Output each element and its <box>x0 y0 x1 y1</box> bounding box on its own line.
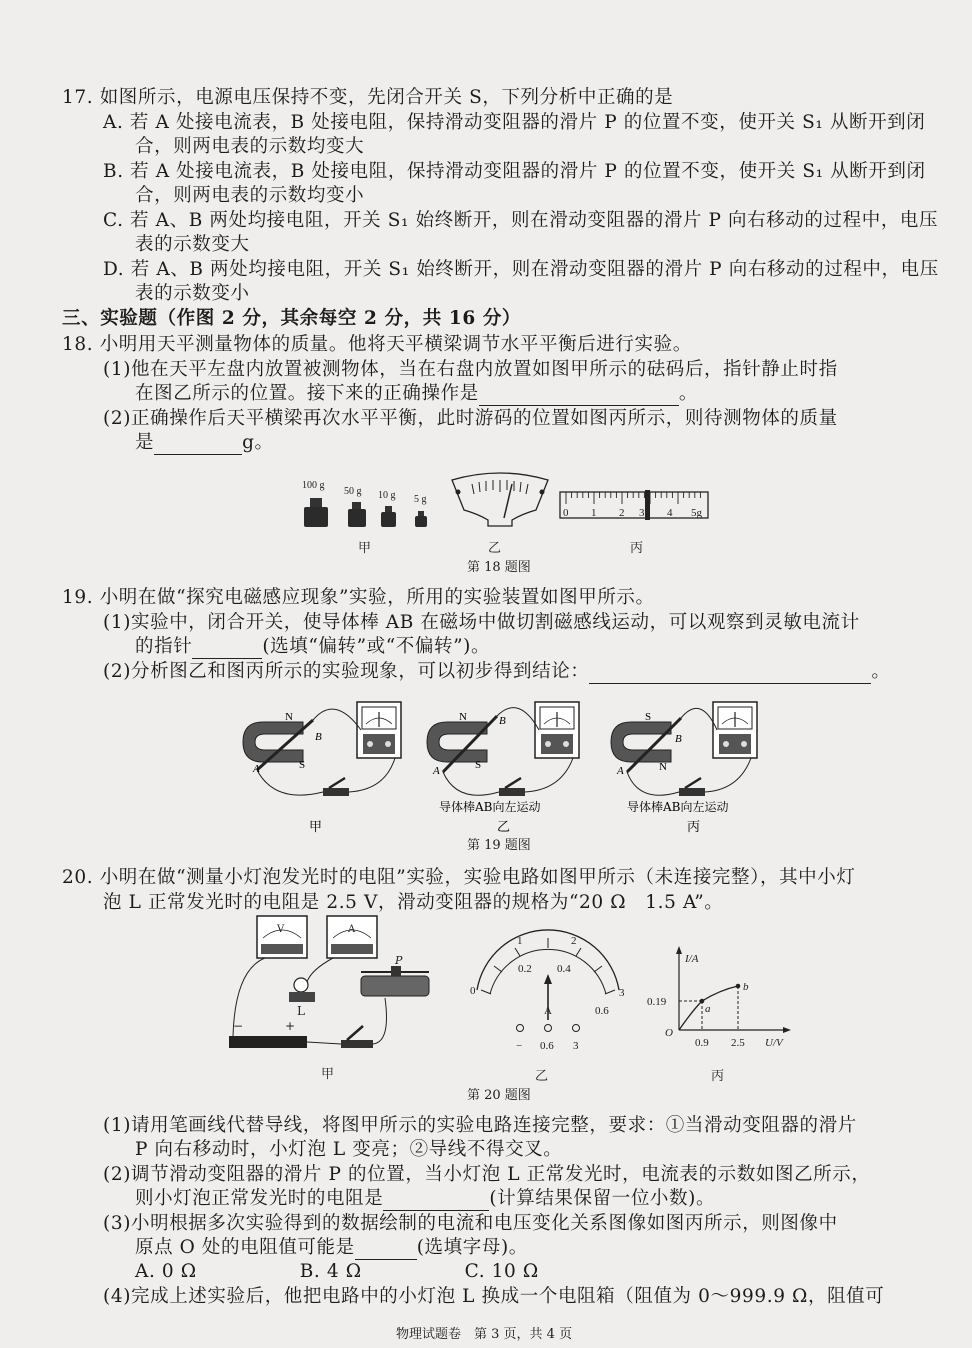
q19-label-bing: 丙 <box>687 820 701 835</box>
dial-top-1: 1 <box>517 935 523 947</box>
q17-option-d-cont: 表的示数变小 <box>135 283 250 304</box>
weight-100g-knob <box>310 498 322 507</box>
rider-tick-3: 3 <box>639 507 645 519</box>
pole-top-bing: S <box>645 711 652 723</box>
end-a-bing: A <box>617 765 624 777</box>
graph-xlabel: U/V <box>765 1037 783 1049</box>
weight-50g-knob <box>352 502 361 509</box>
q20-part1-cont: P 向右移动时，小灯泡 L 变亮；②导线不得交叉。 <box>135 1139 563 1160</box>
pole-bottom-bing: N <box>659 761 667 773</box>
q20-figure <box>215 910 815 1090</box>
q18-label-bing: 丙 <box>630 541 644 556</box>
point-a-label: a <box>705 1003 711 1015</box>
rider-scale-figure <box>560 490 708 520</box>
induction-setup-bing <box>611 702 757 835</box>
q20-part3-tail: (选填字母)。 <box>416 1237 528 1258</box>
q20-label-yi: 乙 <box>535 1069 549 1084</box>
q20-options <box>135 1260 539 1284</box>
graph-y-tick-019: 0.19 <box>647 996 667 1008</box>
iu-graph-bing <box>647 946 791 1084</box>
weight-label-50g: 50 g <box>344 486 362 497</box>
rider-tick-5: 5g <box>691 507 702 519</box>
ammeter-unit: A <box>544 1005 552 1017</box>
q18-part1-cont <box>135 382 698 406</box>
point-b <box>736 984 741 989</box>
q17-option-b: B. 若 A 处接电流表，B 处接电阻，保持滑动变阻器的滑片 P 的位置不变，使开关 S₁ 从断开到闭 <box>103 161 926 182</box>
q20-stem-cont: 泡 L 正常发光时的电阻是 2.5 V，滑动变阻器的规格为“20 Ω 1.5 A”。 <box>103 892 724 913</box>
q18-answer-blank-1[interactable] <box>479 385 679 406</box>
rider-tick-2: 2 <box>619 507 625 519</box>
weight-label-100g: 100 g <box>302 480 325 491</box>
q20-part4: (4)完成上述实验后，他把电路中的小灯泡 L 换成一个电阻箱（阻值为 0～999.9 Ω，阻值可 <box>103 1286 885 1307</box>
q19-part1: (1)实验中，闭合开关，使导体棒 AB 在磁场中做切割磁感线运动，可以观察到灵敏电流计 <box>103 612 860 633</box>
weight-5g <box>415 516 427 527</box>
q20-part2: (2)调节滑动变阻器的滑片 P 的位置，当小灯泡 L 正常发光时，电流表的示数如图乙所示， <box>103 1164 871 1185</box>
pole-top-yi: N <box>459 711 467 723</box>
rider <box>645 490 650 520</box>
q20-part1: (1)请用笔画线代替导线，将图甲所示的实验电路连接完整，要求：①当滑动变阻器的滑片 <box>103 1115 857 1136</box>
q20-option-a: A. 0 Ω <box>135 1261 197 1282</box>
dial-inner-04: 0.4 <box>557 963 571 975</box>
graph-x-tick-25: 2.5 <box>731 1037 745 1049</box>
dial-inner-02: 0.2 <box>518 963 532 975</box>
section-heading: 三、实验题（作图 2 分，其余每空 2 分，共 16 分） <box>62 308 522 329</box>
svg-text:A: A <box>348 924 356 935</box>
battery <box>229 1036 307 1048</box>
end-a-jia: A <box>253 763 260 775</box>
point-b-label: b <box>743 981 749 993</box>
q18-label-yi: 乙 <box>488 541 502 556</box>
weights-figure <box>302 480 427 527</box>
q17-option-a: A. 若 A 处接电流表，B 处接电阻，保持滑动变阻器的滑片 P 的位置不变，使开关 S₁ 从断开到闭 <box>103 112 926 133</box>
q18-part1-end: 。 <box>678 383 698 404</box>
weight-50g <box>348 509 366 527</box>
q17-stem: 17. 如图所示，电源电压保持不变，先闭合开关 S，下列分析中正确的是 <box>62 87 674 108</box>
q20-part2-tail: (计算结果保留一位小数)。 <box>489 1188 716 1209</box>
svg-text:V: V <box>277 924 285 935</box>
rider-scale-ticks <box>566 492 700 504</box>
pole-top-jia: N <box>285 711 293 723</box>
q20-stem: 20. 小明在做“测量小灯泡发光时的电阻”实验，实验电路如图甲所示（未连接完整），其中小灯 <box>62 867 856 888</box>
end-b-yi: B <box>499 715 506 727</box>
q19-stem: 19. 小明在做“探究电磁感应现象”实验，所用的实验装置如图甲所示。 <box>62 587 655 608</box>
balance-pointer <box>504 484 512 518</box>
end-b-bing: B <box>675 733 682 745</box>
dial-top-2: 2 <box>571 935 577 947</box>
q19-part1-text: 的指针 <box>135 636 193 657</box>
induction-setup-jia <box>243 702 401 835</box>
q18-caption: 第 18 题图 <box>467 560 531 575</box>
page-footer: 物理试题卷 第 3 页，共 4 页 <box>396 1327 573 1342</box>
q18-part2-cont <box>135 431 274 455</box>
graph-origin: O <box>665 1027 673 1039</box>
q20-option-c: C. 10 Ω <box>464 1261 539 1282</box>
q19-part2-end: 。 <box>871 661 891 682</box>
weight-10g-knob <box>385 506 392 512</box>
dial-ticks <box>472 480 528 494</box>
rider-scale-bar <box>560 492 708 518</box>
q20-option-b: B. 4 Ω <box>299 1261 362 1282</box>
rider-tick-1: 1 <box>591 507 597 519</box>
q20-answer-blank-3[interactable] <box>355 1239 417 1260</box>
q19-sub-bing: 导体棒AB向左运动 <box>627 800 729 814</box>
pole-bottom-yi: S <box>475 759 482 771</box>
q20-part2-cont <box>135 1187 715 1211</box>
graph-x-tick-09: 0.9 <box>695 1037 709 1049</box>
q20-part2-text: 则小灯泡正常发光时的电阻是 <box>135 1188 384 1209</box>
q19-part2-text: (2)分析图乙和图丙所示的实验现象，可以初步得到结论： <box>103 661 590 682</box>
q18-answer-blank-2[interactable] <box>154 434 242 455</box>
q18-stem: 18. 小明用天平测量物体的质量。他将天平横梁调节水平平衡后进行实验。 <box>62 334 692 355</box>
weight-label-5g: 5 g <box>414 494 427 505</box>
q19-answer-blank-2[interactable] <box>589 663 871 684</box>
q18-part2-text: 是 <box>135 432 155 453</box>
q20-part3-cont <box>135 1236 528 1260</box>
q19-part1-tail: (选填“偏转”或“不偏转”)。 <box>262 636 491 657</box>
q18-part1-text: 在图乙所示的位置。接下来的正确操作是 <box>135 383 479 404</box>
slider-label: P <box>395 954 403 967</box>
end-a-yi: A <box>433 765 440 777</box>
rheostat <box>361 976 429 996</box>
weight-100g <box>304 507 328 527</box>
battery-plus: + <box>285 1019 296 1033</box>
q20-answer-blank-2[interactable] <box>383 1190 489 1211</box>
q20-caption: 第 20 题图 <box>467 1088 531 1103</box>
q17-option-c: C. 若 A、B 两处均接电阻，开关 S₁ 始终断开，则在滑动变阻器的滑片 P 向右移动的过程中，电压 <box>103 210 939 231</box>
q17-option-d: D. 若 A、B 两处均接电阻，开关 S₁ 始终断开，则在滑动变阻器的滑片 P 向右移动的过程中，电压 <box>103 259 939 280</box>
dial-inner-06: 0.6 <box>595 1005 609 1017</box>
q19-sub-yi: 导体棒AB向左运动 <box>439 800 541 814</box>
end-b-jia: B <box>315 731 322 743</box>
rider-tick-0: 0 <box>563 507 569 519</box>
dial-zero: 0 <box>470 985 476 997</box>
ammeter-dial-yi <box>470 930 625 1084</box>
q19-label-jia: 甲 <box>309 820 323 835</box>
q20-label-bing: 丙 <box>711 1069 725 1084</box>
graph-ylabel: I/A <box>685 953 699 965</box>
battery-minus: − <box>233 1019 244 1033</box>
terminal-minus: − <box>516 1040 523 1052</box>
lamp-bulb <box>294 978 308 992</box>
q17-option-c-cont: 表的示数变大 <box>135 234 250 255</box>
weight-label-10g: 10 g <box>378 490 396 501</box>
pole-bottom-jia: S <box>299 759 306 771</box>
dial-screw-right <box>540 490 544 494</box>
terminal-3: 3 <box>573 1040 579 1052</box>
q19-part2 <box>103 660 891 684</box>
circuit-figure-jia <box>229 916 429 1082</box>
q18-part2: (2)正确操作后天平横梁再次水平平衡，此时游码的位置如图丙所示，则待测物体的质量 <box>103 408 838 429</box>
balance-dial-figure <box>452 473 548 526</box>
q20-label-jia: 甲 <box>321 1067 335 1082</box>
dial-outer-3: 3 <box>619 987 625 999</box>
lamp-base <box>289 992 315 1002</box>
induction-setup-yi <box>427 702 579 835</box>
q19-part1-cont <box>135 635 490 659</box>
q17-option-b-cont: 合，则两电表的示数均变小 <box>135 185 365 206</box>
terminal-06: 0.6 <box>540 1040 554 1052</box>
q19-answer-blank-1[interactable] <box>192 638 262 659</box>
point-a <box>700 999 705 1004</box>
weight-10g <box>381 512 396 527</box>
dial-screw-left <box>456 490 460 494</box>
q19-figure <box>235 694 775 839</box>
q19-label-yi: 乙 <box>497 820 511 835</box>
q20-part3-text: 原点 O 处的电阻值可能是 <box>135 1237 355 1258</box>
q18-label-jia: 甲 <box>358 541 372 556</box>
switch <box>341 1040 373 1048</box>
rider-tick-4: 4 <box>667 507 673 519</box>
lamp-label: L <box>297 1004 305 1018</box>
q19-caption: 第 19 题图 <box>467 838 531 853</box>
weight-5g-knob <box>418 511 424 516</box>
q18-part1: (1)他在天平左盘内放置被测物体，当在右盘内放置如图甲所示的砝码后，指针静止时指 <box>103 359 838 380</box>
q20-part3: (3)小明根据多次实验得到的数据绘制的电流和电压变化关系图像如图丙所示，则图像中 <box>103 1213 838 1234</box>
q17-option-a-cont: 合，则两电表的示数均变大 <box>135 136 365 157</box>
q18-part2-unit: g。 <box>242 432 274 453</box>
